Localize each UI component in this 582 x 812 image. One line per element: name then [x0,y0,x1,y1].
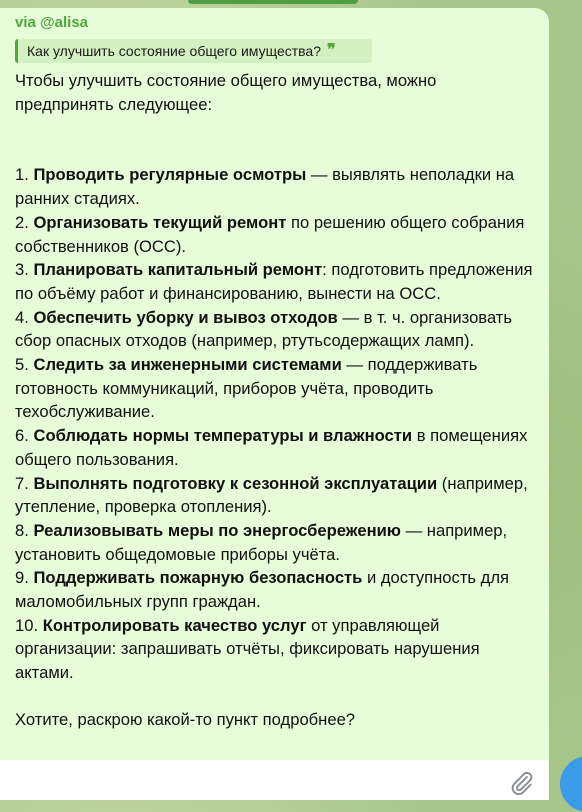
send-button[interactable] [560,756,582,812]
list-item-text: — в т. ч. организовать сбор опасных отходов (например, ртутьсодержащих ламп). [15,307,513,351]
list-item-number: 5. [15,355,29,375]
quote-icon: ❞ [327,42,336,59]
top-strip [188,0,358,4]
list-item-number: 6. [15,426,29,446]
list-item-number: 2. [15,212,29,232]
list-item-text: — выявлять неполадки на ранних стадиях. [15,165,515,209]
list-item [15,566,539,613]
list-item-number: 4. [15,307,29,327]
list-item-text: : подготовить предложения по объёму работ и финансированию, вынести на ОСС. [15,260,533,303]
list-item-text: — например, установить общедомовые приборы учёта. [15,520,508,564]
list-item-title: Контролировать качество услуг [42,615,307,635]
list-item-text: в помещениях общего пользования. [15,426,528,469]
list-item [15,163,539,210]
message-text [15,69,539,732]
answer-list [15,163,539,684]
list-item [15,306,539,353]
list-item-text: от управляющей организации: запрашивать отчёты, фиксировать нарушения актами. [15,615,480,683]
paperclip-icon[interactable] [509,770,535,796]
list-item-number: 1. [15,165,29,185]
list-item-title: Организовать текущий ремонт [33,212,287,232]
list-item-title: Выполнять подготовку к сезонной эксплуатации [33,473,438,493]
list-item-title: Проводить регулярные осмотры [33,165,307,185]
list-item [15,472,539,519]
reply-quote[interactable] [15,39,372,63]
list-item-title: Поддерживать пожарную безопасность [33,568,363,588]
reply-quote-text: Как улучшить состояние общего имущества? [27,43,321,59]
message-input-bar[interactable] [0,760,549,800]
list-item-title: Соблюдать нормы температуры и влажности [33,426,413,446]
list-item-text: — поддерживать готовность коммуникаций, приборов учёта, проводить техобслуживание. [15,355,478,422]
list-item-text: и доступность для маломобильных групп граждан. [15,568,510,612]
list-item [15,614,539,685]
list-item [15,424,539,471]
list-item-number: 8. [15,520,29,540]
list-item [15,211,539,258]
list-item-title: Следить за инженерными системами [33,355,342,375]
list-item-number: 9. [15,568,29,588]
message-bubble [0,8,549,760]
list-item [15,353,539,424]
list-item-text: по решению общего собрания собственников (ОСС). [15,212,525,256]
list-item [15,258,539,305]
list-item-number: 3. [15,260,29,280]
list-item-title: Планировать капитальный ремонт [33,260,323,280]
intro-text: Чтобы улучшить состояние общего имущества, можно предпринять следующее: [15,71,437,114]
list-item-text: (например, утепление, проверка отопления). [15,473,528,517]
list-item-title: Реализовывать меры по энергосбережению [33,520,401,540]
list-item-number: 7. [15,473,29,493]
list-item [15,519,539,566]
list-item-title: Обеспечить уборку и вывоз отходов [33,307,338,327]
list-item-number: 10. [15,615,39,635]
via-bot-label[interactable]: via @alisa [15,14,89,31]
outro-text: Хотите, раскрою какой-то пункт подробнее? [15,709,356,729]
